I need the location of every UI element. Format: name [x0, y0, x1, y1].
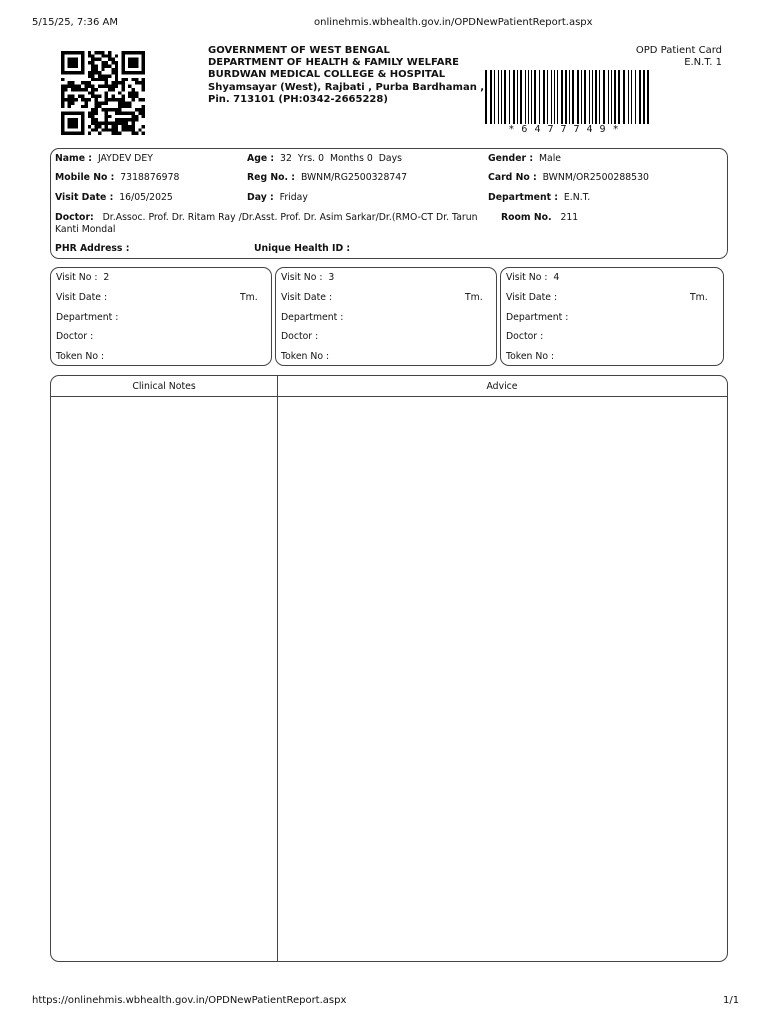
patient-day: Day : Friday	[247, 192, 308, 203]
patient-age: Age : 32 Yrs. 0 Months 0 Days	[247, 153, 402, 164]
org-line-5: Pin. 713101 (PH:0342-2665228)	[208, 93, 388, 105]
patient-department: Department : E.N.T.	[488, 192, 591, 203]
org-line-3: BURDWAN MEDICAL COLLEGE & HOSPITAL	[208, 69, 446, 81]
visit-box-4	[500, 267, 724, 366]
barcode-icon	[484, 70, 650, 124]
card-department-code: E.N.T. 1	[684, 57, 722, 68]
doctor-label: Doctor :	[281, 331, 319, 342]
department-label: Department :	[506, 312, 569, 323]
card-title-block	[636, 45, 722, 69]
time-label: Tm.	[690, 292, 708, 303]
time-label: Tm.	[465, 292, 483, 303]
advice-header: Advice	[486, 381, 518, 392]
visit-box-3	[275, 267, 497, 366]
advice-area[interactable]	[279, 397, 726, 960]
print-datetime: 5/15/25, 7:36 AM	[32, 17, 119, 28]
patient-gender: Gender : Male	[488, 153, 562, 164]
patient-mobile: Mobile No : 7318876978	[55, 172, 180, 183]
clinical-notes-area[interactable]	[52, 397, 276, 960]
visit-no: Visit No : 2	[56, 272, 110, 283]
org-line-2: DEPARTMENT OF HEALTH & FAMILY WELFARE	[208, 57, 459, 69]
org-line-4: Shyamsayar (West), Rajbati , Purba Bardhaman ,	[208, 81, 485, 93]
qr-code-icon	[61, 51, 145, 135]
patient-doctor: Doctor: Dr.Assoc. Prof. Dr. Ritam Ray /Dr.Asst. Prof. Dr. Asim Sarkar/Dr.(RMO-CT Dr. Tarun	[55, 212, 478, 223]
notes-table	[50, 375, 728, 962]
column-divider	[277, 376, 278, 961]
visit-no: Visit No : 4	[506, 272, 560, 283]
card-title: OPD Patient Card	[635, 45, 722, 56]
doctor-label: Doctor :	[506, 331, 544, 342]
visit-date-label: Visit Date :	[56, 292, 108, 303]
phr-address: PHR Address :	[55, 243, 130, 254]
clinical-notes-header: Clinical Notes	[132, 381, 196, 392]
patient-reg-no: Reg No. : BWNM/RG2500328747	[247, 172, 408, 183]
doctor-label: Doctor :	[56, 331, 94, 342]
department-label: Department :	[56, 312, 119, 323]
page-number: 1/1	[723, 995, 740, 1006]
org-line-1: GOVERNMENT OF WEST BENGAL	[208, 45, 390, 56]
token-label: Token No :	[281, 351, 330, 362]
token-label: Token No :	[56, 351, 105, 362]
visit-date-label: Visit Date :	[281, 292, 333, 303]
print-url: onlinehmis.wbhealth.gov.in/OPDNewPatientReport.aspx	[314, 17, 593, 28]
patient-doctor-line2: Kanti Mondal	[55, 224, 116, 235]
unique-health-id: Unique Health ID :	[254, 243, 351, 254]
patient-details-box	[50, 148, 728, 259]
department-label: Department :	[281, 312, 344, 323]
time-label: Tm.	[240, 292, 258, 303]
organization-header	[208, 45, 484, 106]
patient-card-no: Card No : BWNM/OR2500288530	[488, 172, 649, 183]
visit-date-label: Visit Date :	[506, 292, 558, 303]
token-label: Token No :	[506, 351, 555, 362]
visit-box-2	[50, 267, 272, 366]
barcode-text: *6477749*	[508, 124, 626, 135]
patient-room: Room No. 211	[501, 212, 579, 223]
footer-url: https://onlinehmis.wbhealth.gov.in/OPDNewPatientReport.aspx	[32, 995, 347, 1006]
visit-no: Visit No : 3	[281, 272, 335, 283]
patient-name: Name : JAYDEV DEY	[55, 153, 153, 164]
patient-visit-date: Visit Date : 16/05/2025	[55, 192, 173, 203]
